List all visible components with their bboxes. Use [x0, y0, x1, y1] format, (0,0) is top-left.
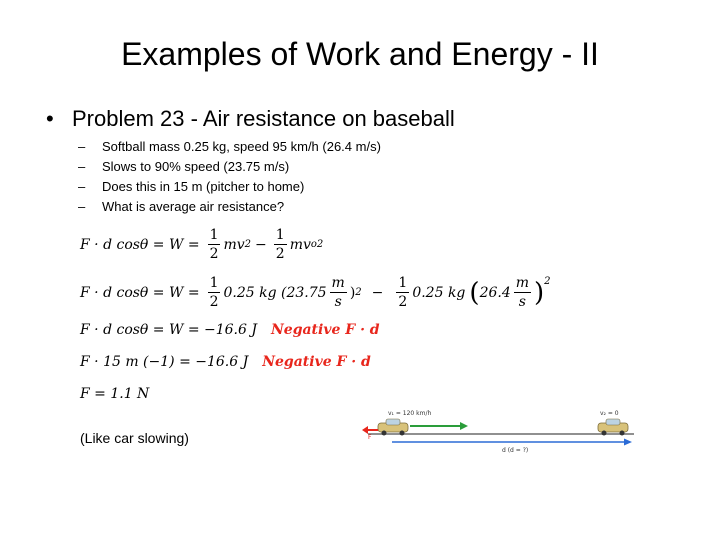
equation-4: [80, 354, 371, 370]
eq1-half-fraction: [208, 226, 221, 263]
frac-den: 2: [209, 294, 219, 310]
eq2-half-fraction: [208, 274, 221, 311]
eq2-val2: 26.4: [479, 284, 511, 301]
dash: –: [78, 199, 86, 214]
dash: –: [78, 159, 86, 174]
frac-den: s: [518, 294, 526, 310]
car-icon: [378, 419, 408, 436]
bullet-symbol: •: [46, 106, 54, 131]
frac-num: m: [515, 275, 530, 291]
eq2-unit-fraction-2: [514, 274, 531, 311]
frac-num: 1: [398, 275, 408, 291]
dash: –: [78, 179, 86, 194]
slide-title: Examples of Work and Energy - II: [121, 36, 599, 72]
eq2-lhs: F · d cosθ = W =: [80, 284, 200, 301]
eq4-note: Negative F · d: [262, 354, 371, 370]
equation-2: [80, 274, 551, 311]
eq2-unit-fraction: [330, 274, 347, 311]
eq2-sup-2: 2: [544, 276, 551, 287]
eq2-term2: 0.25 kg: [412, 284, 466, 301]
car-slowing-figure: [362, 404, 638, 460]
eq3-note: Negative F · d: [270, 322, 380, 338]
eq1-mvo: mv: [289, 236, 311, 253]
eq5-lhs: F = 1.1 N: [80, 386, 150, 402]
frac-num: m: [331, 275, 345, 291]
equation-5: [80, 386, 149, 402]
eq2-term1: 0.25 kg (23.75: [223, 284, 327, 301]
car-slowing-illustration: [362, 404, 638, 460]
eq2-close: ): [349, 284, 356, 301]
equation-3: [80, 322, 380, 338]
eq2-sup: 2: [355, 287, 362, 298]
eq1-half-fraction-2: [274, 226, 287, 263]
force-arrow-head: [362, 426, 368, 434]
frac-den: 2: [209, 246, 219, 262]
sub-bullet: [78, 137, 381, 157]
sub-bullet-text: Softball mass 0.25 kg, speed 95 km/h (26.4 m/s): [102, 139, 381, 154]
v2-label: v₂ = 0: [600, 410, 619, 417]
sub-bullet: [78, 157, 381, 177]
eq4-lhs: F · 15 m (−1) = −16.6 J: [80, 354, 249, 370]
eq1-sup: 2: [244, 239, 252, 250]
sub-bullet-text: What is average air resistance?: [102, 199, 285, 214]
eq2-minus: −: [371, 284, 384, 301]
eq1-lhs: F · d cosθ = W =: [80, 236, 200, 253]
distance-label: d (d = ?): [502, 447, 529, 454]
frac-den: s: [334, 294, 342, 310]
v1-label: v₁ = 120 km/h: [388, 410, 432, 417]
eq1-mv: mv: [223, 236, 245, 253]
eq3-lhs: F · d cosθ = W = −16.6 J: [80, 322, 257, 338]
sub-bullet-text: Slows to 90% speed (23.75 m/s): [102, 159, 290, 174]
sub-bullet-text: Does this in 15 m (pitcher to home): [102, 179, 305, 194]
sub-bullet: [78, 197, 381, 217]
frac-den: 2: [398, 294, 408, 310]
velocity-arrow-head: [460, 422, 468, 430]
bullet-text: Problem 23 - Air resistance on baseball: [72, 106, 455, 131]
eq1-sub: o: [310, 239, 317, 250]
eq2-half-fraction-2: [396, 274, 409, 311]
note-text: (Like car slowing): [80, 430, 189, 446]
frac-num: 1: [209, 227, 219, 243]
eq2-open-paren: (: [469, 277, 480, 308]
sub-bullet-list: [78, 137, 381, 217]
eq1-sup: 2: [316, 239, 324, 250]
sub-bullet: [78, 177, 381, 197]
dash: –: [78, 139, 86, 154]
frac-num: 1: [209, 275, 219, 291]
displacement-arrow-head: [624, 439, 632, 446]
eq1-minus: −: [255, 236, 267, 253]
eq2-close-paren: ): [534, 277, 545, 308]
frac-num: 1: [275, 227, 285, 243]
force-label: F: [368, 434, 372, 441]
equation-1: [80, 226, 323, 263]
frac-den: 2: [275, 246, 285, 262]
bullet-problem: [46, 106, 455, 132]
car-icon: [598, 419, 628, 436]
